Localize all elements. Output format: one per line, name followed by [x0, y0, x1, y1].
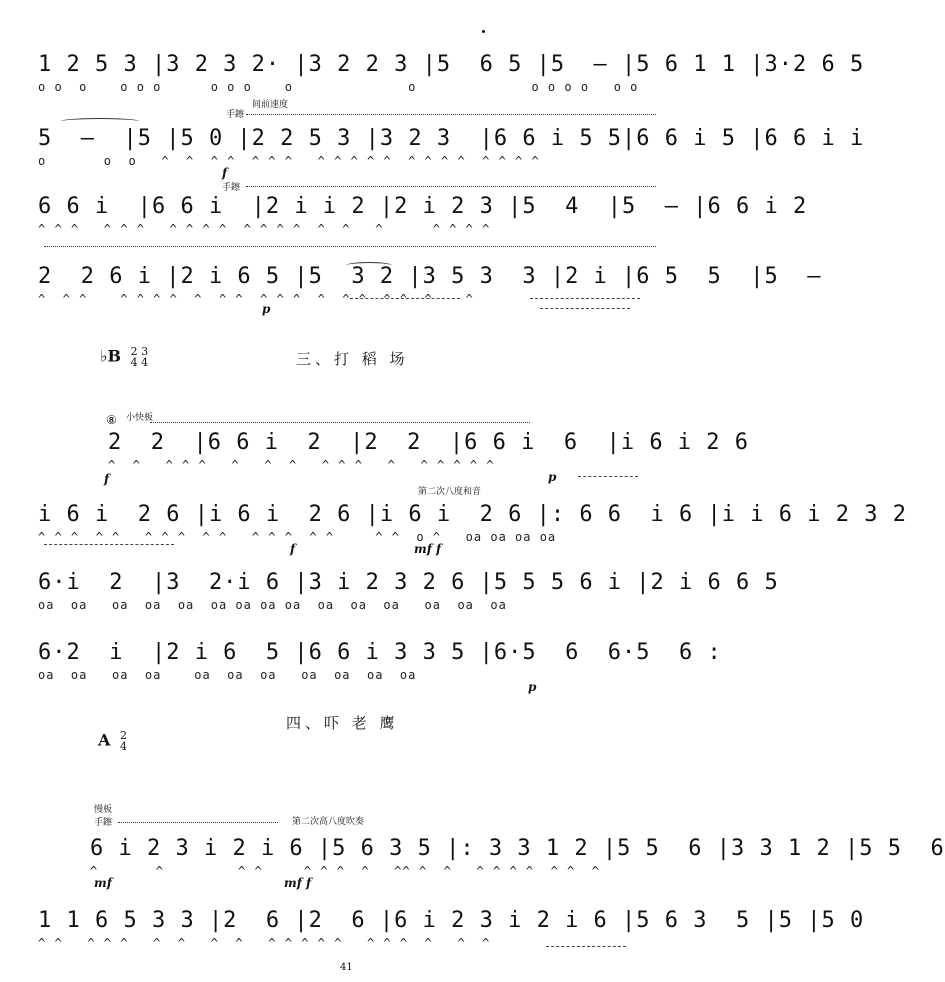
dynamic-mark: mf f — [414, 542, 442, 556]
marks-row-5: ^ ^ ^ ^ ^ ^ ^ ^ ^ ^ ^ ^ ^ ^ ^ ^ ^ — [108, 458, 495, 472]
annotation-second-octave: 第二次高八度吹奏 — [292, 817, 365, 827]
key-signature-3 — [100, 346, 148, 368]
notes-row-7: 6·i 2 |3 2·i 6 |3 i 2 3 2 6 |5 5 5 6 i |2 i 6 6 5 — [38, 570, 779, 595]
annotation-hand-cymbal-3: 手鑔 — [94, 818, 113, 828]
section-3-title: 三、打 稻 场 — [296, 350, 409, 368]
page-number: 41 — [340, 962, 353, 973]
notes-row-2: 5 — |5 |5 0 |2 2 5 3 |3 2 3 |6 6 i 5 5|6 6 i 5 |6 6 i i — [38, 126, 865, 151]
marks-row-4: ^ ^ ^ ^ ^ ^ ^ ^ ^ ^ ^ ^ ^ ^ ^ ^ ^ ^ ^ ^ — [38, 292, 474, 306]
notes-row-6: i 6 i 2 6 |i 6 i 2 6 |i 6 i 2 6 |: 6 6 i 6 |i i 6 i 2 3 2 — [38, 502, 907, 527]
section-4-title: 四、吓 老 鹰 — [286, 714, 399, 732]
meter-bottom: 4 4 — [130, 356, 149, 369]
annotation-hand-cymbal-1: 手鑔 — [226, 110, 245, 120]
annotation-hand-cymbal-2: 手鑔 — [222, 183, 241, 193]
marks-row-8: oa oa oa oa oa oa oa oa oa oa oa — [38, 668, 417, 682]
tempo-dotted-line — [150, 422, 530, 423]
marks-row-9: ^ ^ ^ ^ ^ ^ ^ ^ ^^ ^ ^ ^ ^ ^ ^ ^ ^ ^ — [90, 864, 600, 878]
trill-wave — [546, 946, 626, 947]
tie-arc — [60, 118, 140, 125]
dynamic-mark: f — [104, 472, 110, 486]
key-signature-4 — [98, 730, 127, 752]
cymbal-dotted-line — [118, 822, 278, 823]
annotation-second-harmony: 第二次八度和音 — [418, 487, 482, 497]
notes-row-5: 2 2 |6 6 i 2 |2 2 |6 6 i 6 |i 6 i 2 6 — [108, 430, 750, 455]
tie-arc — [346, 262, 392, 269]
row3-dotted-line — [44, 246, 656, 247]
key-label: ♭B — [100, 346, 122, 366]
notes-row-3: 6 6 i |6 6 i |2 i i 2 |2 i 2 3 |5 4 |5 — |6 6 i 2 — [38, 194, 808, 219]
trill-wave — [578, 476, 638, 477]
meter-top: 2 — [120, 729, 127, 742]
marks-row-6: ^ ^ ^ ^ ^ ^ ^ ^ ^ ^ ^ ^ ^ ^ ^ ^ ^ o ^ oa oa oa oa — [38, 530, 557, 544]
dynamic-mark: f — [222, 166, 228, 180]
notes-row-9: 6 i 2 3 i 2 i 6 |5 6 3 5 |: 3 3 1 2 |5 5 6 |3 3 1 2 |5 5 6 — [90, 836, 945, 861]
ink-dot — [482, 30, 485, 33]
marks-row-2: o o o ^ ^ ^ ^ ^ ^ ^ ^ ^ ^ ^ ^ ^ ^ ^ ^ ^ ^ ^ ^ — [38, 154, 540, 168]
trill-wave — [530, 298, 640, 299]
annotation-small-fast: 小快板 — [126, 413, 154, 423]
tempo-dotted-line — [246, 114, 656, 115]
trill-wave — [350, 298, 460, 299]
notes-row-4: 2 2 6 i |2 i 6 5 |5 3 2 |3 5 3 3 |2 i |6 5 5 |5 — — [38, 264, 822, 289]
meter-bottom: 4 — [120, 740, 127, 753]
dynamic-mark: mf f — [284, 876, 312, 890]
cymbal-dotted-line — [246, 186, 656, 187]
marks-row-1: o o o o o o o o o o o o o o o o o — [38, 80, 639, 94]
dynamic-mark: p — [262, 302, 271, 316]
meter — [120, 730, 127, 752]
marks-row-10: ^ ^ ^ ^ ^ ^ ^ ^ ^ ^ ^ ^ ^ ^ ^ ^ ^ ^ ^ ^ — [38, 936, 491, 950]
annotation-tempo-change: 间前速度 — [252, 100, 289, 110]
dynamic-mark: mf — [94, 876, 112, 890]
notes-row-10: 1 1 6 5 3 3 |2 6 |2 6 |6 i 2 3 i 2 i 6 |5 6 3 5 |5 |5 0 — [38, 908, 865, 933]
trill-wave — [44, 544, 174, 545]
trill-wave — [540, 308, 630, 309]
marks-row-3: ^ ^ ^ ^ ^ ^ ^ ^ ^ ^ ^ ^ ^ ^ ^ ^ ^ ^ ^ ^ ^ — [38, 222, 491, 236]
notes-row-8: 6·2 i |2 i 6 5 |6 6 i 3 3 5 |6·5 6 6·5 6 : — [38, 640, 722, 665]
key-label: A — [98, 730, 111, 750]
dynamic-mark: p — [528, 680, 537, 694]
dynamic-mark: f — [290, 542, 296, 556]
meter — [131, 346, 149, 368]
marks-row-7: oa oa oa oa oa oa oa oa oa oa oa oa oa oa oa — [38, 598, 507, 612]
meter-top: 2 3 — [130, 345, 149, 358]
annotation-slow: 慢板 — [94, 805, 113, 815]
dynamic-mark: p — [548, 470, 557, 484]
rehearsal-mark: ⑧ — [106, 413, 117, 427]
notes-row-1: 1 2 5 3 |3 2 3 2· |3 2 2 3 |5 6 5 |5 — |5 6 1 1 |3·2 6 5 — [38, 52, 865, 77]
